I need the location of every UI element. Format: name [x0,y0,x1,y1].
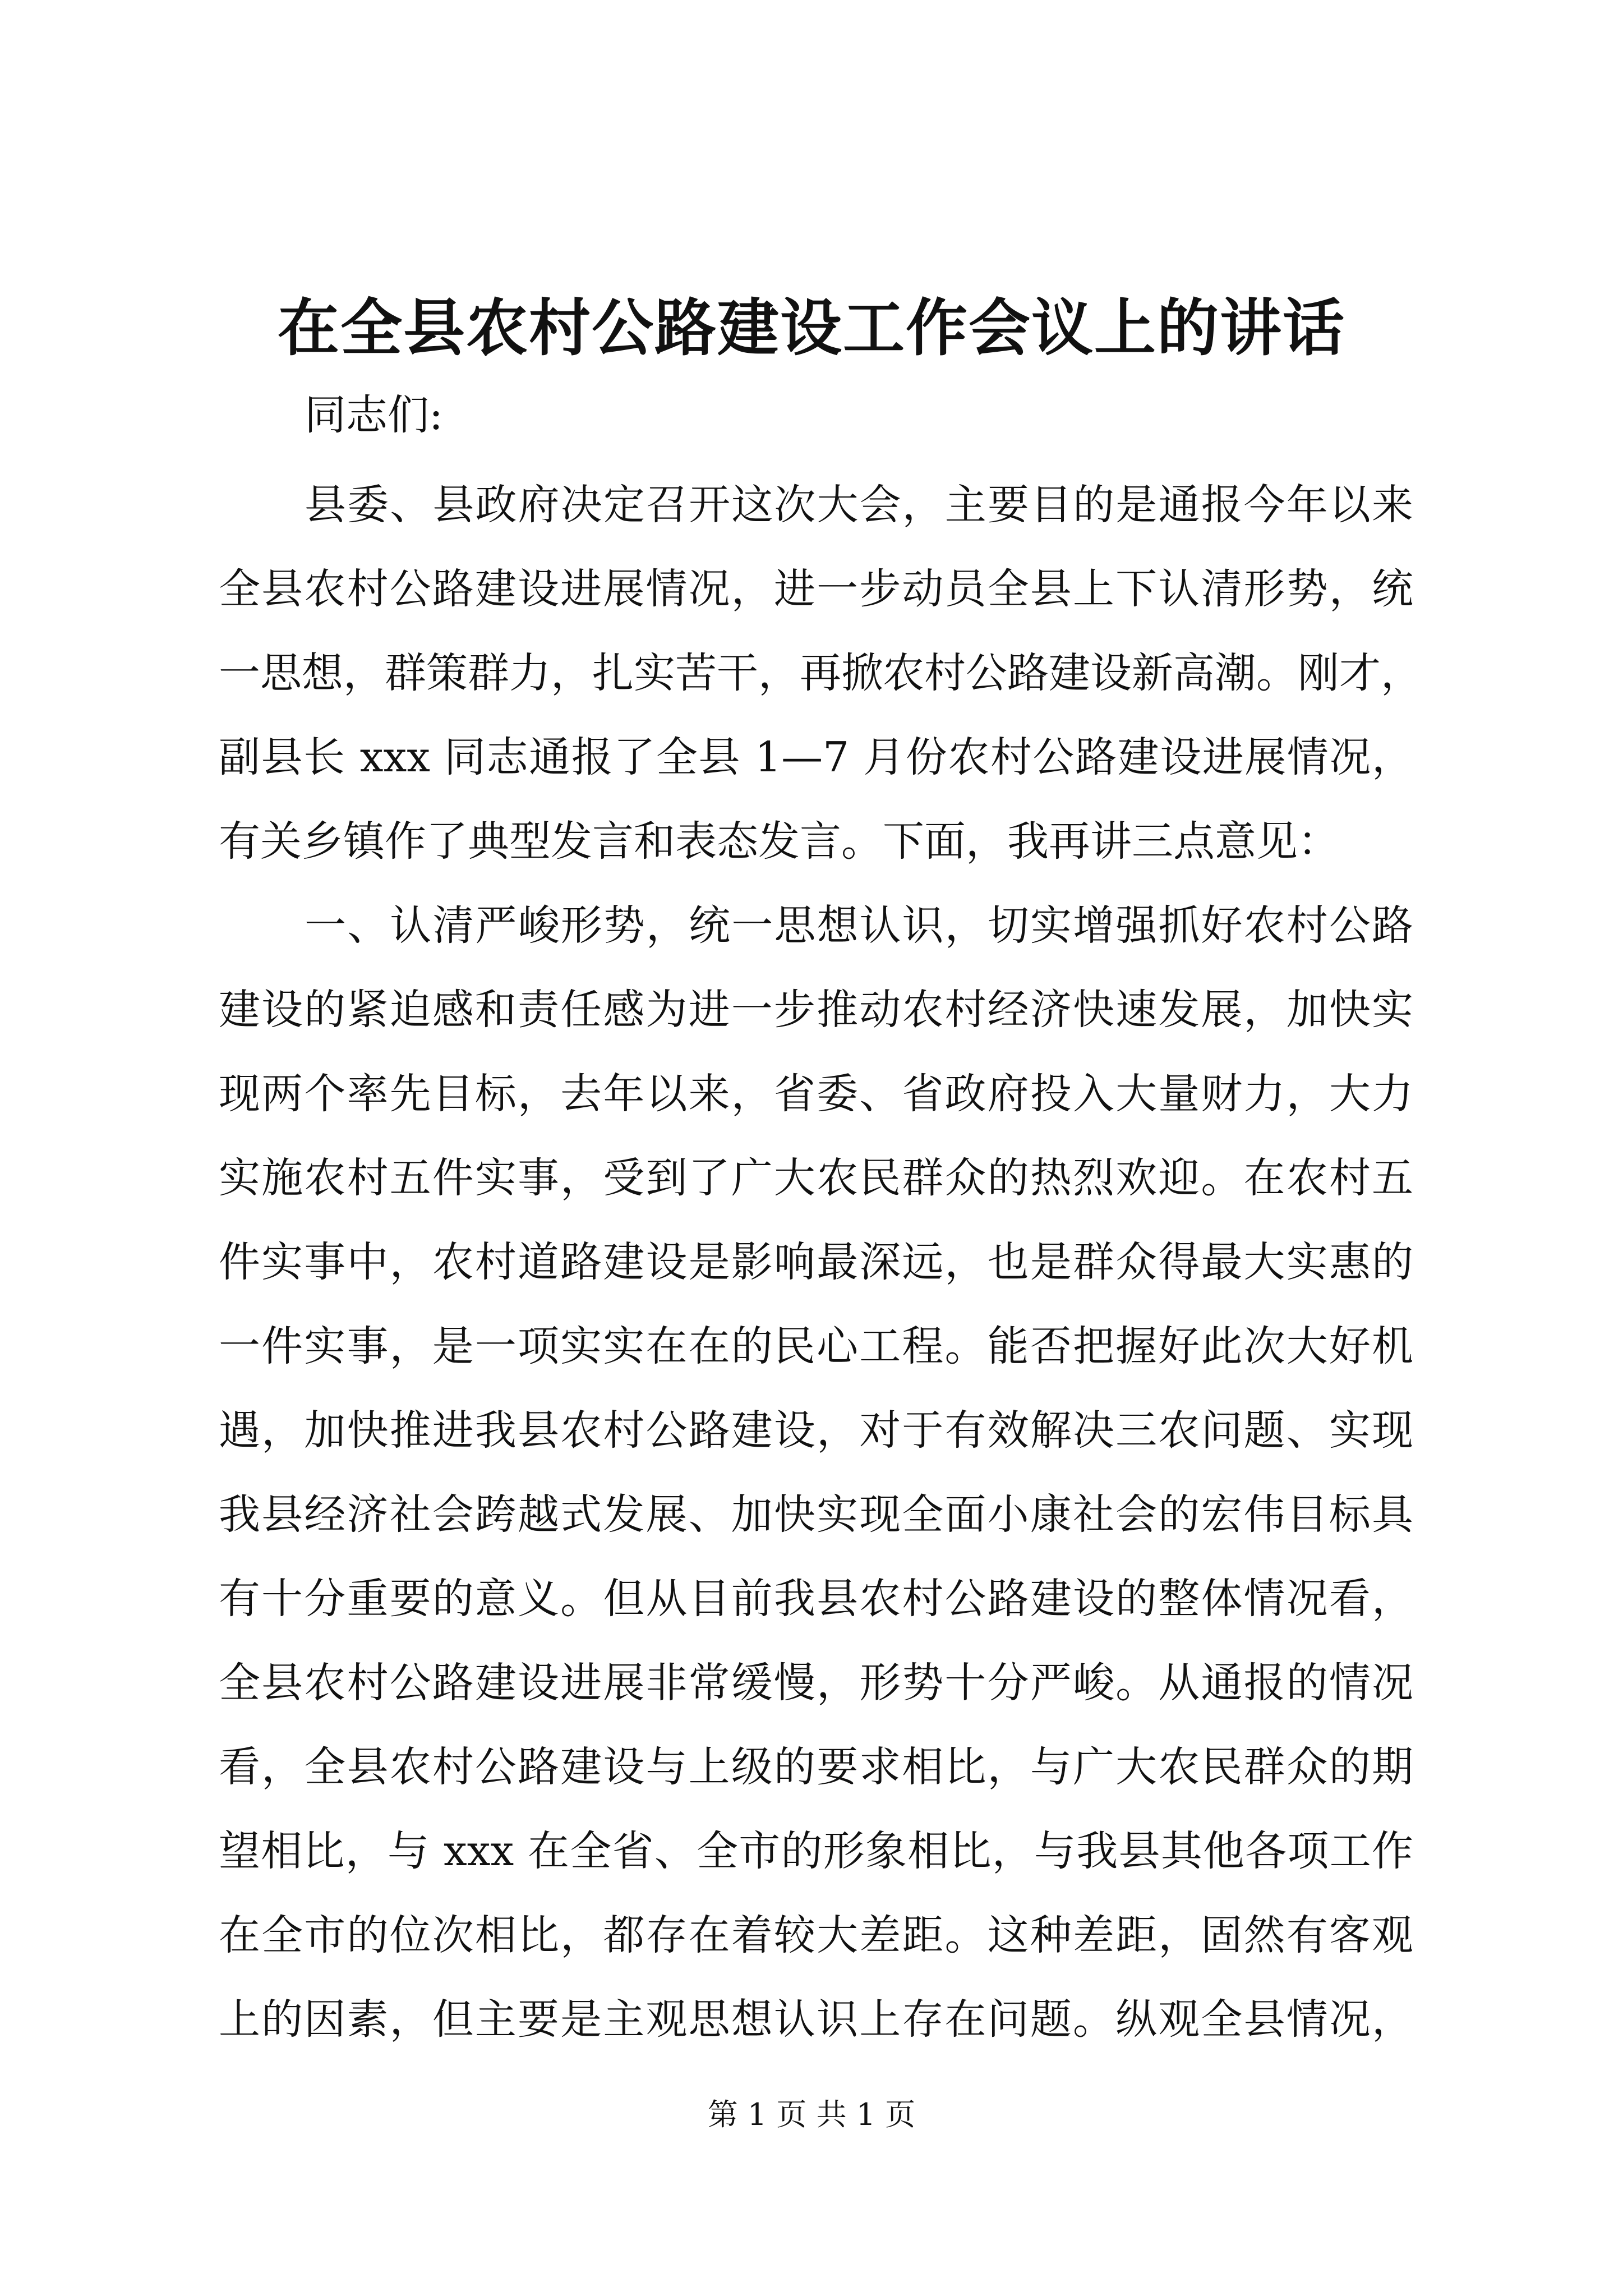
paragraph-1-line-4: 副县长 xxx 同志通报了全县 1—7 月份农村公路建设进展情况， [219,733,1413,781]
paragraph-2-line-14: 上的因素，但主要是主观思想认识上存在问题。纵观全县情况， [219,1995,1413,2044]
paragraph-2-line-8: 我县经济社会跨越式发展、加快实现全面小康社会的宏伟目标具 [219,1490,1413,1539]
paragraph-2-line-5: 件实事中，农村道路建设是影响最深远，也是群众得最大实惠的 [219,1238,1413,1286]
paragraph-2-line-7: 遇，加快推进我县农村公路建设，对于有效解决三农问题、实现 [219,1406,1413,1455]
paragraph-2-line-3: 现两个率先目标，去年以来，省委、省政府投入大量财力，大力 [219,1070,1413,1118]
document-title: 在全县农村公路建设工作会议上的讲话 [278,292,1345,364]
paragraph-1-line-5: 有关乡镇作了典型发言和表态发言。下面，我再讲三点意见： [219,817,1339,866]
salutation: 同志们: [305,391,443,439]
paragraph-2-line-12: 望相比，与 xxx 在全省、全市的形象相比，与我县其他各项工作 [219,1827,1413,1875]
paragraph-1-line-3: 一思想，群策群力，扎实苦干，再掀农村公路建设新高潮。刚才， [219,649,1422,697]
paragraph-2-line-11: 看，全县农村公路建设与上级的要求相比，与广大农民群众的期 [219,1743,1413,1791]
page-number-footer: 第 1 页 共 1 页 [707,2097,916,2132]
paragraph-2-line-13: 在全市的位次相比，都存在着较大差距。这种差距，固然有客观 [219,1911,1413,1959]
paragraph-2-line-10: 全县农村公路建设进展非常缓慢，形势十分严峻。从通报的情况 [219,1659,1413,1707]
paragraph-2-line-4: 实施农村五件实事，受到了广大农民群众的热烈欢迎。在农村五 [219,1154,1413,1202]
paragraph-2-line-9: 有十分重要的意义。但从目前我县农村公路建设的整体情况看， [219,1575,1413,1623]
paragraph-1-line-1: 县委、县政府决定召开这次大会，主要目的是通报今年以来 [305,481,1413,529]
paragraph-1-line-2: 全县农村公路建设进展情况，进一步动员全县上下认清形势，统 [219,565,1413,613]
paragraph-2-line-6: 一件实事，是一项实实在在的民心工程。能否把握好此次大好机 [219,1322,1413,1370]
paragraph-2-line-1: 一、认清严峻形势，统一思想认识，切实增强抓好农村公路 [305,901,1413,950]
paragraph-2-line-2: 建设的紧迫感和责任感为进一步推动农村经济快速发展，加快实 [219,986,1413,1034]
